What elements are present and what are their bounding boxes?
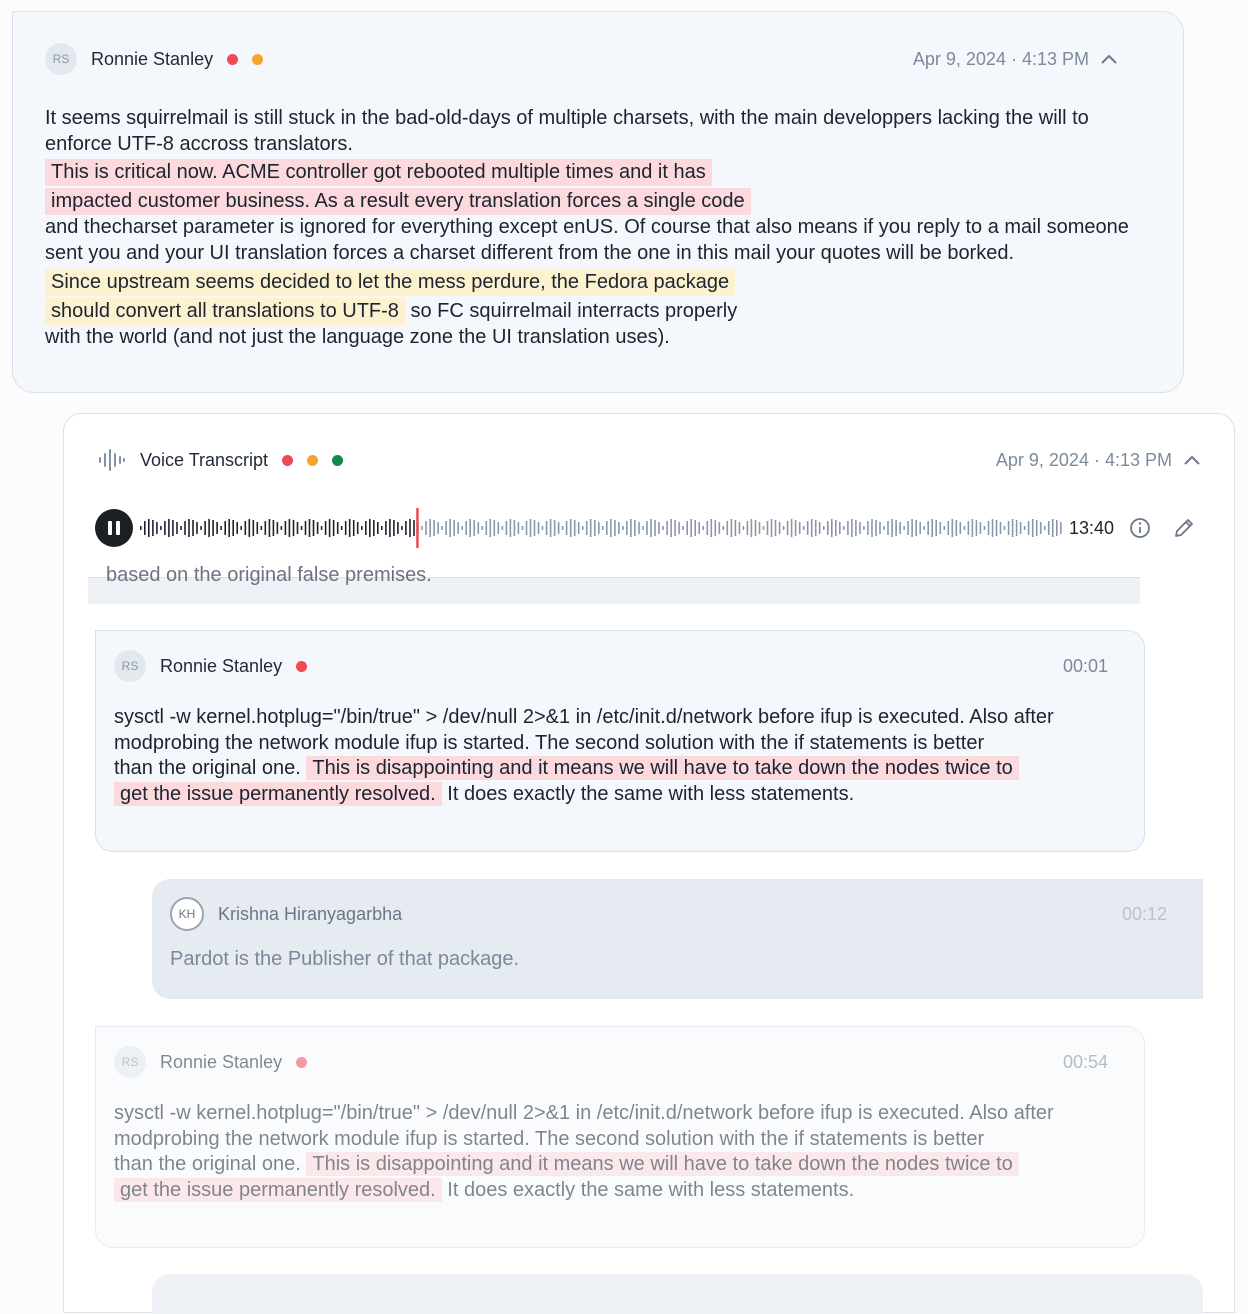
waveform-bar [1060,522,1062,534]
waveform-bar [731,519,733,537]
waveform-bar [405,521,407,535]
waveform-bar [421,526,423,530]
message-paragraph: It seems squirrelmail is still stuck in the bad-old-days of multiple charsets, with the main developpers lacking the will to enforce UTF-8 accross translators. [45,107,1089,155]
waveform-bar [305,521,307,535]
waveform-bar [534,520,536,536]
segment-text: It does exactly the same with less statements. [441,782,855,805]
waveform-bar [855,520,857,536]
waveform-bar [743,526,745,530]
waveform-bar [678,522,680,534]
waveform-bar [751,519,753,537]
waveform-bar [899,522,901,534]
highlight-yellow[interactable]: should convert all translations to UTF-8 [45,298,405,325]
waveform-bar [698,522,700,534]
waveform-bar [682,526,684,530]
waveform-bar [767,521,769,535]
waveform-bar [807,521,809,535]
waveform-bar [935,520,937,536]
waveform-bar [397,522,399,534]
waveform-bar [482,526,484,530]
waveform-bar [911,519,913,537]
date-text: Apr 9, 2024 · 4:13 PM [912,48,1089,69]
waveform-icon [98,448,126,472]
waveform-bar [1000,522,1002,534]
waveform-bar [839,522,841,534]
waveform-bar [409,519,411,537]
waveform-bar [228,519,230,537]
waveform-bar [919,522,921,534]
waveform-bar [650,519,652,537]
transcript-segment[interactable] [152,879,1203,999]
waveform-bar [735,520,737,536]
segment-header [114,1027,1126,1097]
waveform-bar [895,520,897,536]
previous-segment-peek [88,564,1140,604]
waveform-bar [1032,519,1034,537]
waveform-bar [1036,520,1038,536]
waveform-bar [1024,526,1026,530]
speaker-name[interactable]: Ronnie Stanley [160,1051,283,1072]
waveform-bar [309,519,311,537]
waveform-bar [719,522,721,534]
segment-time[interactable]: 00:12 [1121,903,1167,924]
waveform-bar [373,520,375,536]
waveform-bar [883,526,885,530]
audio-player [95,508,1204,548]
message-card [12,11,1184,393]
waveform-bar [433,520,435,536]
waveform-bar [253,520,255,536]
waveform-bar [923,526,925,530]
waveform-bar [273,520,275,536]
waveform-bar [843,526,845,530]
segment-body [114,705,1126,807]
waveform-bar [212,520,214,536]
transcript-segment[interactable] [95,1026,1145,1248]
waveform-bar [381,526,383,530]
waveform-bar [546,521,548,535]
waveform-bar [1020,522,1022,534]
waveform-bar [160,526,162,530]
waveform-bar [948,521,950,535]
waveform-bar [216,522,218,534]
waveform-bar [964,526,966,530]
waveform-bar [907,521,909,535]
waveform-bar [245,521,247,535]
waveform-bar [293,520,295,536]
waveform-bar [851,519,853,537]
message-date [913,49,1117,70]
waveform-bar [204,521,206,535]
message-text: so FC squirrelmail interracts properly [404,299,738,322]
waveform-bar [249,519,251,537]
waveform-scrubber[interactable] [139,508,1063,548]
waveform-bar [1040,522,1042,534]
waveform-bar [208,519,210,537]
waveform-bar [261,526,263,530]
waveform-bar [634,520,636,536]
status-dot-red [282,455,293,466]
waveform-bar [401,526,403,530]
highlight-red[interactable]: get the issue permanently resolved. [114,1178,442,1202]
waveform-bar [562,526,564,530]
segment-text: sysctl -w kernel.hotplug="/bin/true" > /dev/null 2>&1 in /etc/init.d/network before ifup is executed. Also after modprobing the network module ifup is started. The second solution with the if statements is better [114,706,1054,754]
waveform-bar [461,526,463,530]
segment-text: than the original one. [114,1153,307,1175]
waveform-bar [285,521,287,535]
segment-time[interactable]: 00:01 [1062,655,1108,676]
waveform-bar [690,519,692,537]
waveform-bar [787,521,789,535]
waveform-bar [188,519,190,537]
waveform-bar [337,522,339,534]
waveform-bar [172,520,174,536]
waveform-bar [727,521,729,535]
voice-title: Voice Transcript [140,449,269,470]
waveform-bar [795,520,797,536]
waveform-bar [469,519,471,537]
waveform-bar [490,519,492,537]
waveform-bar [558,522,560,534]
waveform-bar [1048,521,1050,535]
waveform-bar [775,520,777,536]
waveform-bar [642,526,644,530]
avatar: RS [114,1046,146,1078]
waveform-bar [670,519,672,537]
waveform-bar [707,521,709,535]
waveform-bar [654,520,656,536]
waveform-bar [598,522,600,534]
waveform-bar [152,520,154,536]
info-icon[interactable] [1128,516,1152,540]
waveform-bar [486,521,488,535]
waveform-bar [763,526,765,530]
waveform-bar [301,526,303,530]
waveform-bar [148,519,150,537]
waveform-bar [465,521,467,535]
waveform-bar [506,521,508,535]
segment-header [114,631,1126,701]
segment-text: Pardot is the Publisher of that package. [170,948,520,970]
waveform-bar [988,521,990,535]
waveform-bar [803,526,805,530]
waveform-bar [831,519,833,537]
waveform-bar [847,521,849,535]
waveform-bar [140,526,142,530]
waveform-bar [164,521,166,535]
waveform-bar [329,519,331,537]
waveform-bar [325,521,327,535]
waveform-bar [783,526,785,530]
waveform-bar [674,520,676,536]
next-segment-peek [152,1274,1203,1314]
waveform-bar [891,519,893,537]
waveform-bar [494,520,496,536]
waveform-bar [759,522,761,534]
waveform-bar [530,519,532,537]
waveform-bar [180,526,182,530]
waveform-bar [960,522,962,534]
waveform-bar [606,521,608,535]
waveform-bar [265,521,267,535]
pause-button[interactable] [95,509,133,547]
waveform-bar [739,522,741,534]
waveform-bar [630,519,632,537]
waveform-bar [156,522,158,534]
waveform-bar [429,519,431,537]
waveform-bar [791,519,793,537]
waveform-bar [425,521,427,535]
waveform-bar [863,526,865,530]
waveform-bar [835,520,837,536]
waveform-bar [357,522,359,534]
waveform-bar [747,521,749,535]
waveform-bar [602,526,604,530]
speaker-name[interactable]: Ronnie Stanley [160,655,283,676]
playhead[interactable] [416,508,419,548]
status-dot-orange [307,455,318,466]
status-dot-red [296,661,307,672]
waveform-bar [289,519,291,537]
waveform-bar [594,520,596,536]
waveform-bar [168,519,170,537]
waveform-bar [1004,526,1006,530]
highlight-red[interactable]: impacted customer business. As a result every translation forces a single code [45,188,751,215]
waveform-bar [755,520,757,536]
waveform-bar [498,522,500,534]
waveform-bar [976,520,978,536]
waveform-bar [566,521,568,535]
waveform-bar [980,522,982,534]
waveform-bar [867,521,869,535]
waveform-bar [413,520,415,536]
waveform-bar [952,519,954,537]
waveform-bar [666,521,668,535]
waveform-bar [590,519,592,537]
waveform-bar [871,519,873,537]
waveform-bar [502,526,504,530]
status-dot-green [332,455,343,466]
waveform-bar [1028,521,1030,535]
waveform-bar [996,520,998,536]
waveform-bar [240,526,242,530]
waveform-bar [257,522,259,534]
voice-header [98,442,1200,478]
highlight-red[interactable]: This is disappointing and it means we will have to take down the nodes twice to [306,756,1018,780]
waveform-bar [702,526,704,530]
waveform-bar [321,526,323,530]
highlight-red[interactable]: This is disappointing and it means we will have to take down the nodes twice to [306,1152,1018,1176]
waveform-bar [622,526,624,530]
waveform-bar [192,520,194,536]
segment-body [114,1101,1126,1203]
waveform-bar [815,520,817,536]
waveform-bar [269,519,271,537]
waveform-bar [437,522,439,534]
waveform-bar [827,521,829,535]
waveform-bar [927,521,929,535]
voice-date [996,450,1200,471]
waveform-bar [361,526,363,530]
waveform-bar [972,519,974,537]
highlight-red[interactable]: This is critical now. ACME controller got rebooted multiple times and it has [45,159,712,186]
waveform-bar [626,521,628,535]
waveform-bar [144,521,146,535]
highlight-red[interactable]: get the issue permanently resolved. [114,782,442,806]
waveform-bar [345,521,347,535]
waveform-bar [944,526,946,530]
waveform-bar [554,520,556,536]
waveform-bar [875,520,877,536]
waveform-bar [514,520,516,536]
waveform-bar [859,522,861,534]
waveform-bar [586,521,588,535]
waveform-bar [779,522,781,534]
waveform-bar [570,519,572,537]
waveform-bar [333,520,335,536]
waveform-bar [196,522,198,534]
status-dot-orange [252,54,263,65]
segment-header [170,879,1185,949]
edit-pencil-icon[interactable] [1172,516,1196,540]
waveform-bar [385,521,387,535]
highlight-yellow[interactable]: Since upstream seems decided to let the mess perdure, the Fedora package [45,269,735,296]
waveform-bar [614,520,616,536]
duration: 13:40 [1069,517,1115,538]
waveform-bar [550,519,552,537]
waveform-bar [281,526,283,530]
waveform-bar [968,521,970,535]
waveform-bar [389,519,391,537]
avatar: RS [114,650,146,682]
waveform-bar [510,519,512,537]
waveform-bar [903,526,905,530]
waveform-bar [1044,526,1046,530]
message-paragraph: and thecharset parameter is ignored for everything except enUS. Of course that also means if you reply to a mail someone sent you and your UI translation forces a charset different from the one in this mail your quotes will be borked. [45,216,1129,265]
segment-text: sysctl -w kernel.hotplug="/bin/true" > /dev/null 2>&1 in /etc/init.d/network before ifup is executed. Also after modprobing the network module ifup is started. The second solution with the if statements is better [114,1102,1054,1150]
waveform-bar [723,526,725,530]
message-body [45,106,1151,351]
waveform-bar [638,522,640,534]
waveform-bar [799,522,801,534]
waveform-bar [176,522,178,534]
message-header [45,12,1151,106]
pause-icon [107,520,121,536]
waveform-bar [445,521,447,535]
waveform-bar [224,521,226,535]
waveform-bar [879,522,881,534]
segment-text: It does exactly the same with less statements. [441,1178,855,1201]
waveform-bar [341,526,343,530]
chevron-up-icon[interactable] [1101,54,1117,64]
waveform-bar [574,520,576,536]
waveform-bar [1052,519,1054,537]
waveform-bar [297,522,299,534]
waveform-bar [377,522,379,534]
waveform-bar [317,522,319,534]
status-dot-red [227,54,238,65]
waveform-bar [686,521,688,535]
segment-text: than the original one. [114,757,307,779]
waveform-bar [449,519,451,537]
waveform-bar [715,520,717,536]
speaker-name[interactable]: Krishna Hiranyagarbha [218,903,403,924]
transcript-segment[interactable] [95,630,1145,852]
waveform-bar [823,526,825,530]
waveform-bar [369,519,371,537]
waveform-bar [915,520,917,536]
waveform-bar [618,522,620,534]
waveform-bar [393,520,395,536]
waveform-bar [200,526,202,530]
waveform-bar [1016,520,1018,536]
waveform-bar [811,519,813,537]
chevron-up-icon[interactable] [1184,455,1200,465]
waveform-bar [478,522,480,534]
waveform-bar [1008,521,1010,535]
waveform-bar [694,520,696,536]
avatar: RS [45,43,77,75]
waveform-bar [236,522,238,534]
waveform-bar [473,520,475,536]
waveform-bar [887,521,889,535]
waveform-bar [992,519,994,537]
waveform-bar [277,522,279,534]
avatar: KH [170,897,204,931]
waveform-bar [349,519,351,537]
waveform-bar [610,519,612,537]
author-name[interactable]: Ronnie Stanley [91,48,214,69]
waveform-bar [542,526,544,530]
waveform-bar [940,522,942,534]
waveform-bar [956,520,958,536]
segment-time[interactable]: 00:54 [1062,1051,1108,1072]
waveform-bar [1012,519,1014,537]
waveform-bar [646,521,648,535]
waveform-bar [819,522,821,534]
waveform-bar [441,526,443,530]
waveform-bar [184,521,186,535]
waveform-bar [526,521,528,535]
waveform-bar [365,521,367,535]
waveform-bar [1056,520,1058,536]
date-text: Apr 9, 2024 · 4:13 PM [995,449,1172,470]
segment-text: based on the original false premises. [106,564,432,586]
waveform-bar [711,519,713,537]
waveform-bar [771,519,773,537]
waveform-bar [353,520,355,536]
waveform-bar [931,519,933,537]
waveform-bar [582,526,584,530]
message-paragraph: with the world (and not just the language zone the UI translation uses). [45,325,670,348]
waveform-bar [578,522,580,534]
status-dot-red [296,1057,307,1068]
waveform-bar [662,526,664,530]
waveform-bar [518,522,520,534]
waveform-bar [453,520,455,536]
segment-content [114,1027,1126,1247]
waveform-bar [220,526,222,530]
waveform-bar [538,522,540,534]
waveform-bar [658,522,660,534]
waveform-bar [984,526,986,530]
waveform-bar [232,520,234,536]
waveform-bar [522,526,524,530]
waveform-bar [313,520,315,536]
waveform-bar [457,522,459,534]
